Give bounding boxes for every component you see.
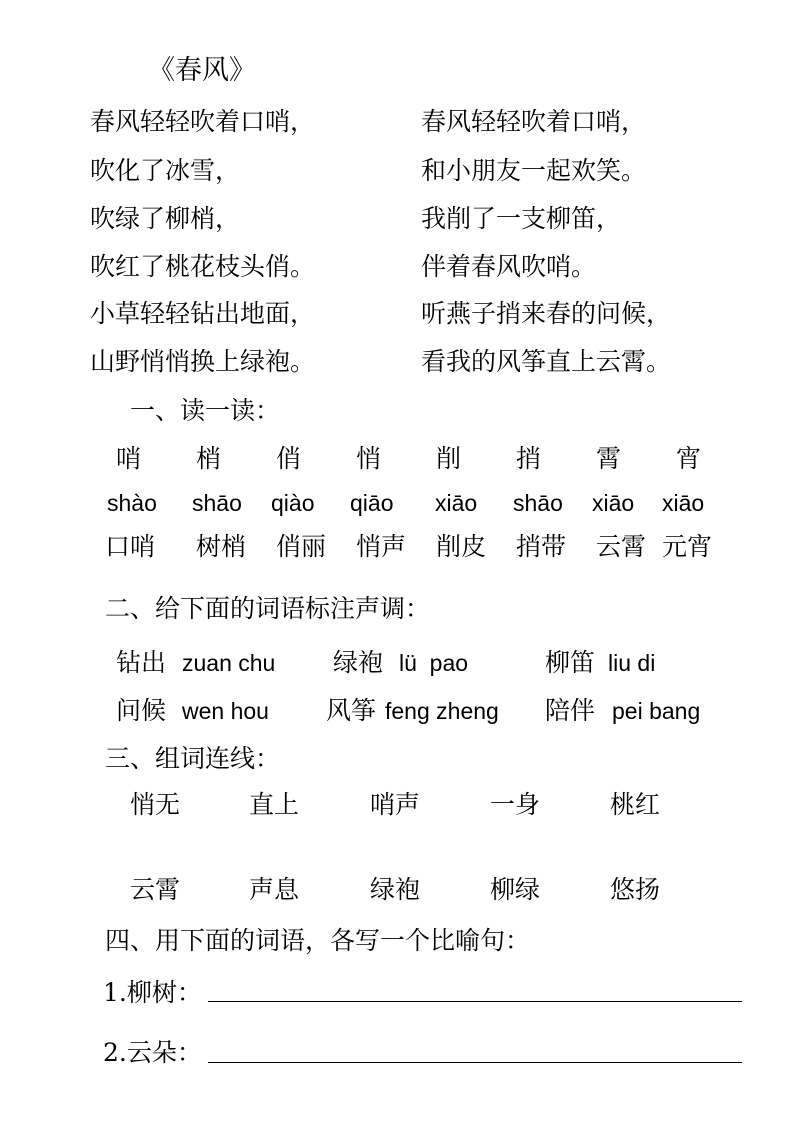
section4-heading: 四、用下面的词语，各写一个比喻句： [105, 926, 531, 955]
tone-pinyin-2: lü pao [399, 650, 469, 676]
pinyin-3: qiào [271, 490, 315, 516]
match-bottom-3: 绿袍 [370, 875, 421, 904]
word-3: 俏丽 [276, 532, 327, 561]
char-5: 削 [436, 444, 462, 473]
tone-pinyin-1: zuan chu [182, 650, 276, 676]
section3-heading: 三、组词连线： [105, 744, 281, 773]
section1-heading: 一、读一读： [130, 396, 281, 425]
pinyin-2: shāo [192, 490, 242, 516]
poem-left-line-3: 吹绿了柳梢， [90, 204, 241, 233]
word-8: 元宵 [662, 532, 713, 561]
pinyin-5: xiāo [435, 490, 478, 516]
char-3: 俏 [276, 444, 302, 473]
pinyin-1: shào [107, 490, 157, 516]
char-8: 宵 [676, 444, 702, 473]
simile-item-2-answer-line[interactable] [208, 1062, 742, 1063]
word-4: 悄声 [356, 532, 407, 561]
pinyin-7: xiāo [592, 490, 635, 516]
tone-pinyin-5: feng zheng [385, 698, 499, 724]
poem-left-line-6: 山野悄悄换上绿袍。 [90, 347, 316, 376]
poem-right-line-6: 看我的风筝直上云霄。 [421, 347, 672, 376]
section2-heading: 二、给下面的词语标注声调： [105, 594, 431, 623]
tone-pinyin-6: pei bang [612, 698, 701, 724]
tone-pinyin-4: wen hou [182, 698, 269, 724]
match-bottom-2: 声息 [249, 875, 300, 904]
poem-left-line-4: 吹红了桃花枝头俏。 [90, 252, 316, 281]
word-1: 口哨 [105, 532, 156, 561]
match-top-2: 直上 [249, 790, 300, 819]
tone-pinyin-3: liu di [608, 650, 656, 676]
tone-word-5: 风筝 [326, 696, 377, 725]
tone-word-2: 绿袍 [333, 648, 384, 677]
pinyin-6: shāo [513, 490, 563, 516]
word-7: 云霄 [596, 532, 647, 561]
pinyin-8: xiāo [662, 490, 705, 516]
tone-word-6: 陪伴 [545, 696, 596, 725]
word-2: 树梢 [196, 532, 247, 561]
poem-left-line-1: 春风轻轻吹着口哨， [90, 107, 316, 136]
char-2: 梢 [196, 444, 222, 473]
char-1: 哨 [116, 444, 142, 473]
pinyin-4: qiāo [350, 490, 394, 516]
poem-title: 《春风》 [148, 55, 256, 86]
match-bottom-4: 柳绿 [490, 875, 541, 904]
match-top-1: 悄无 [130, 790, 181, 819]
tone-word-3: 柳笛 [545, 648, 596, 677]
match-top-5: 桃红 [610, 790, 661, 819]
poem-right-line-5: 听燕子捎来春的问候， [421, 299, 672, 328]
char-7: 霄 [596, 444, 622, 473]
word-6: 捎带 [516, 532, 567, 561]
match-top-4: 一身 [490, 790, 541, 819]
match-bottom-1: 云霄 [130, 875, 181, 904]
tone-word-4: 问候 [116, 696, 167, 725]
char-6: 捎 [516, 444, 542, 473]
word-5: 削皮 [436, 532, 487, 561]
poem-right-line-1: 春风轻轻吹着口哨， [421, 107, 647, 136]
poem-left-line-5: 小草轻轻钻出地面， [90, 299, 316, 328]
simile-item-1-label: 1.柳树： [103, 978, 202, 1007]
match-top-3: 哨声 [370, 790, 421, 819]
poem-left-line-2: 吹化了冰雪， [90, 156, 241, 185]
simile-item-2-label: 2.云朵： [103, 1038, 202, 1067]
poem-right-line-2: 和小朋友一起欢笑。 [421, 156, 647, 185]
poem-right-line-4: 伴着春风吹哨。 [421, 252, 597, 281]
tone-word-1: 钻出 [116, 648, 167, 677]
poem-right-line-3: 我削了一支柳笛， [421, 204, 622, 233]
simile-item-1-answer-line[interactable] [208, 1001, 742, 1002]
match-bottom-5: 悠扬 [610, 875, 661, 904]
char-4: 悄 [356, 444, 382, 473]
